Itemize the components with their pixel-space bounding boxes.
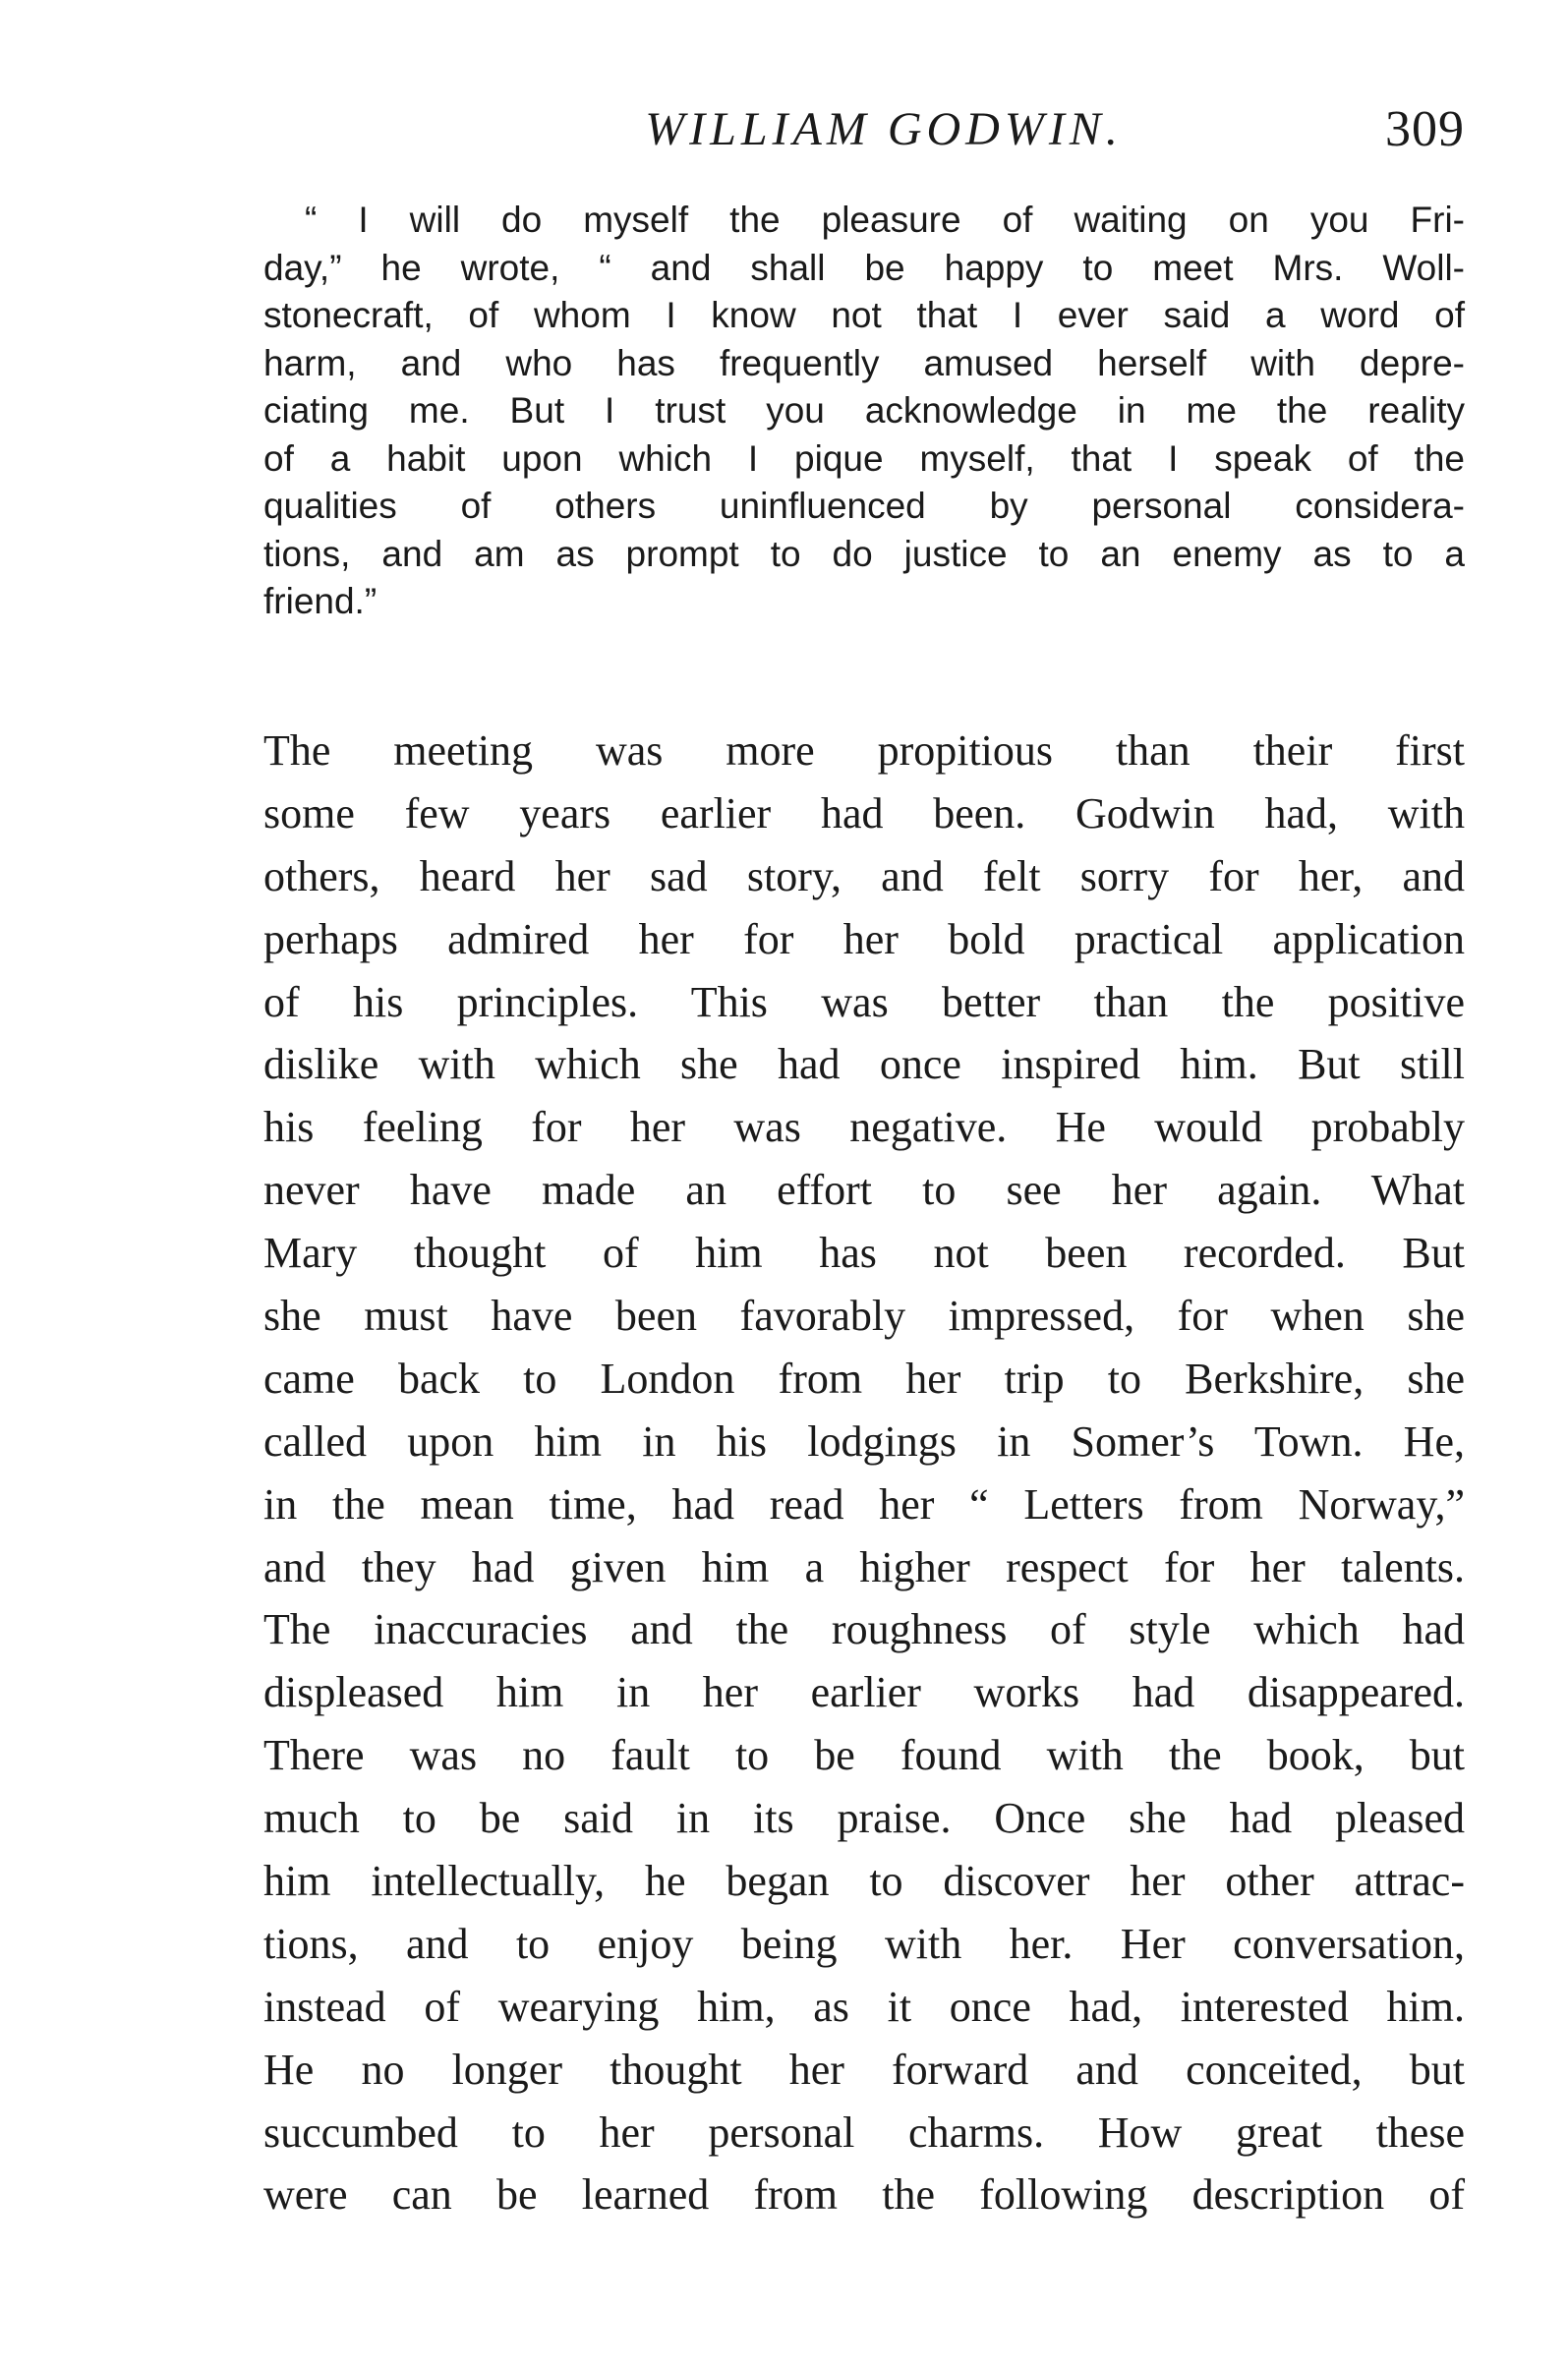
body-line: succumbed to her personal charms. How great these	[263, 2108, 1465, 2157]
body-line: his feeling for her was negative. He would probably	[263, 1103, 1465, 1152]
body-line: some few years earlier had been. Godwin had, with	[263, 788, 1465, 837]
body-line: him intellectually, he began to discover her other attrac-	[263, 1857, 1465, 1906]
quote-line: friend.”	[263, 581, 377, 621]
body-line: He no longer thought her forward and conceited, but	[263, 2045, 1465, 2094]
body-line: The inaccuracies and the roughness of style which had	[263, 1605, 1465, 1654]
body-line: displeased him in her earlier works had disappeared.	[263, 1668, 1465, 1717]
body-line: much to be said in its praise. Once she had pleased	[263, 1794, 1465, 1843]
quote-line: stonecraft, of whom I know not that I ever said a word of	[263, 295, 1465, 335]
body-paragraph	[263, 720, 1465, 2226]
body-line: she must have been favorably impressed, for when she	[263, 1292, 1465, 1341]
quote-line: “ I will do myself the pleasure of waiting on you Fri-	[305, 200, 1465, 240]
quote-line: ciating me. But I trust you acknowledge in me the reality	[263, 390, 1465, 431]
body-line: called upon him in his lodgings in Somer’s Town. He,	[263, 1416, 1465, 1466]
body-line: instead of wearying him, as it once had, interested him.	[263, 1982, 1465, 2031]
body-line: and they had given him a higher respect for her talents.	[263, 1542, 1465, 1591]
body-line: never have made an effort to see her again. What	[263, 1166, 1465, 1215]
body-line: The meeting was more propitious than their first	[263, 726, 1465, 775]
body-line: dislike with which she had once inspired him. But still	[263, 1040, 1465, 1089]
quote-line: day,” he wrote, “ and shall be happy to meet Mrs. Woll-	[263, 247, 1465, 288]
body-line: came back to London from her trip to Berkshire, she	[263, 1354, 1465, 1403]
running-head	[263, 90, 1465, 169]
body-line: in the mean time, had read her “ Letters from Norway,”	[263, 1479, 1465, 1529]
body-line: of his principles. This was better than the positive	[263, 977, 1465, 1026]
quote-line: tions, and am as prompt to do justice to an enemy as to a	[263, 533, 1465, 574]
running-title: WILLIAM GODWIN.	[645, 103, 1123, 155]
quote-line: qualities of others uninfluenced by personal considera-	[263, 486, 1465, 526]
quote-line: of a habit upon which I pique myself, that I speak of the	[263, 437, 1465, 479]
body-line: others, heard her sad story, and felt sorry for her, and	[263, 851, 1465, 900]
body-line: Mary thought of him has not been recorded. But	[263, 1229, 1465, 1278]
body-line: were can be learned from the following description of	[263, 2170, 1465, 2220]
body-line: There was no fault to be found with the book, but	[263, 1731, 1465, 1780]
body-line: tions, and to enjoy being with her. Her conversation,	[263, 1919, 1465, 1968]
quoted-letter	[263, 197, 1465, 626]
quote-line: harm, and who has frequently amused herself with depre-	[263, 342, 1465, 383]
page-number: 309	[1385, 101, 1465, 157]
body-line: perhaps admired her for her bold practical application	[263, 914, 1465, 963]
